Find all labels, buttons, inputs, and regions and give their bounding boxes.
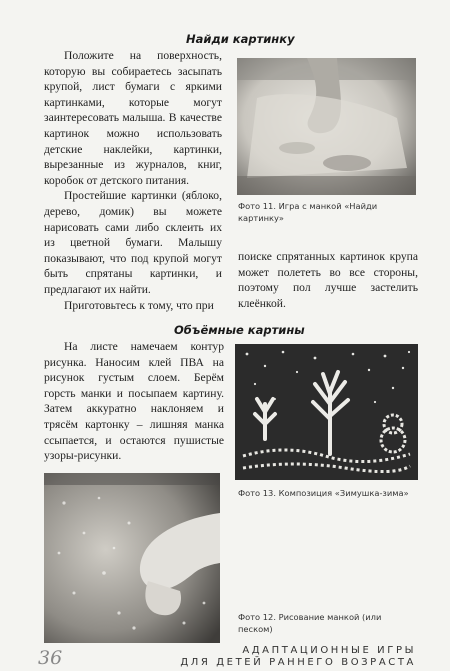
page-number: 36 <box>38 647 63 669</box>
paragraph: Простейшие картинки (яблоко, дерево, домик) вы можете нарисовать сами либо склеить их из цветной бумаги. Малышу показывают, что под крупой могут быть спрятаны картинки, и предлагают их найти. <box>44 189 222 296</box>
photo-13-image <box>235 344 418 480</box>
photo-13-caption: Фото 13. Композиция «Зимушка-зима» <box>238 488 409 498</box>
photo-11-image <box>237 58 416 195</box>
paragraph: поиске спрятанных картинок крупа может полететь во все стороны, поэтому пол лучше застелить клеёнкой. <box>238 250 418 310</box>
paragraph: Приготовьтесь к тому, что при <box>64 298 214 312</box>
photo-12-drawing-with-semolina <box>44 473 220 643</box>
photo-12-caption: Фото 12. Рисование манкой (или песком) <box>238 612 382 634</box>
paragraph: На листе намечаем контур рисунка. Наносим клей ПВА на рисунок густым слоем. Берём горсть манки и посыпаем картину. Затем аккуратно наклоняем и трясём картонку – лишняя манка ссыпается, и остаются пушистые узоры-рисунки. <box>44 340 224 463</box>
paragraph: Положите на поверхность, которую вы собираетесь засыпать крупой, лист бумаги с яркими картинками, которые могут заинтересовать малыша. В качестве картинок можно использовать детские наклейки, картинки, вырезанные из журналов, книг, коробок от детского питания. <box>44 49 222 187</box>
book-title <box>116 645 416 669</box>
section-heading-volumetric-pictures: Объёмные картины <box>174 323 305 337</box>
book-title-line-2: ДЛЯ ДЕТЕЙ РАННЕГО ВОЗРАСТА <box>180 657 416 668</box>
photo-12-image <box>44 473 220 643</box>
photo-11-semolina-game <box>237 58 416 195</box>
text-continuation <box>238 249 418 311</box>
text-volumetric <box>44 339 224 464</box>
text-column-left <box>44 48 222 313</box>
book-title-line-1: АДАПТАЦИОННЫЕ ИГРЫ <box>242 645 416 656</box>
photo-13-winter-composition <box>235 344 418 480</box>
section-heading-find-picture: Найди картинку <box>186 32 295 46</box>
photo-11-caption: Фото 11. Игра с манкой «Найди картинку» <box>238 201 378 223</box>
